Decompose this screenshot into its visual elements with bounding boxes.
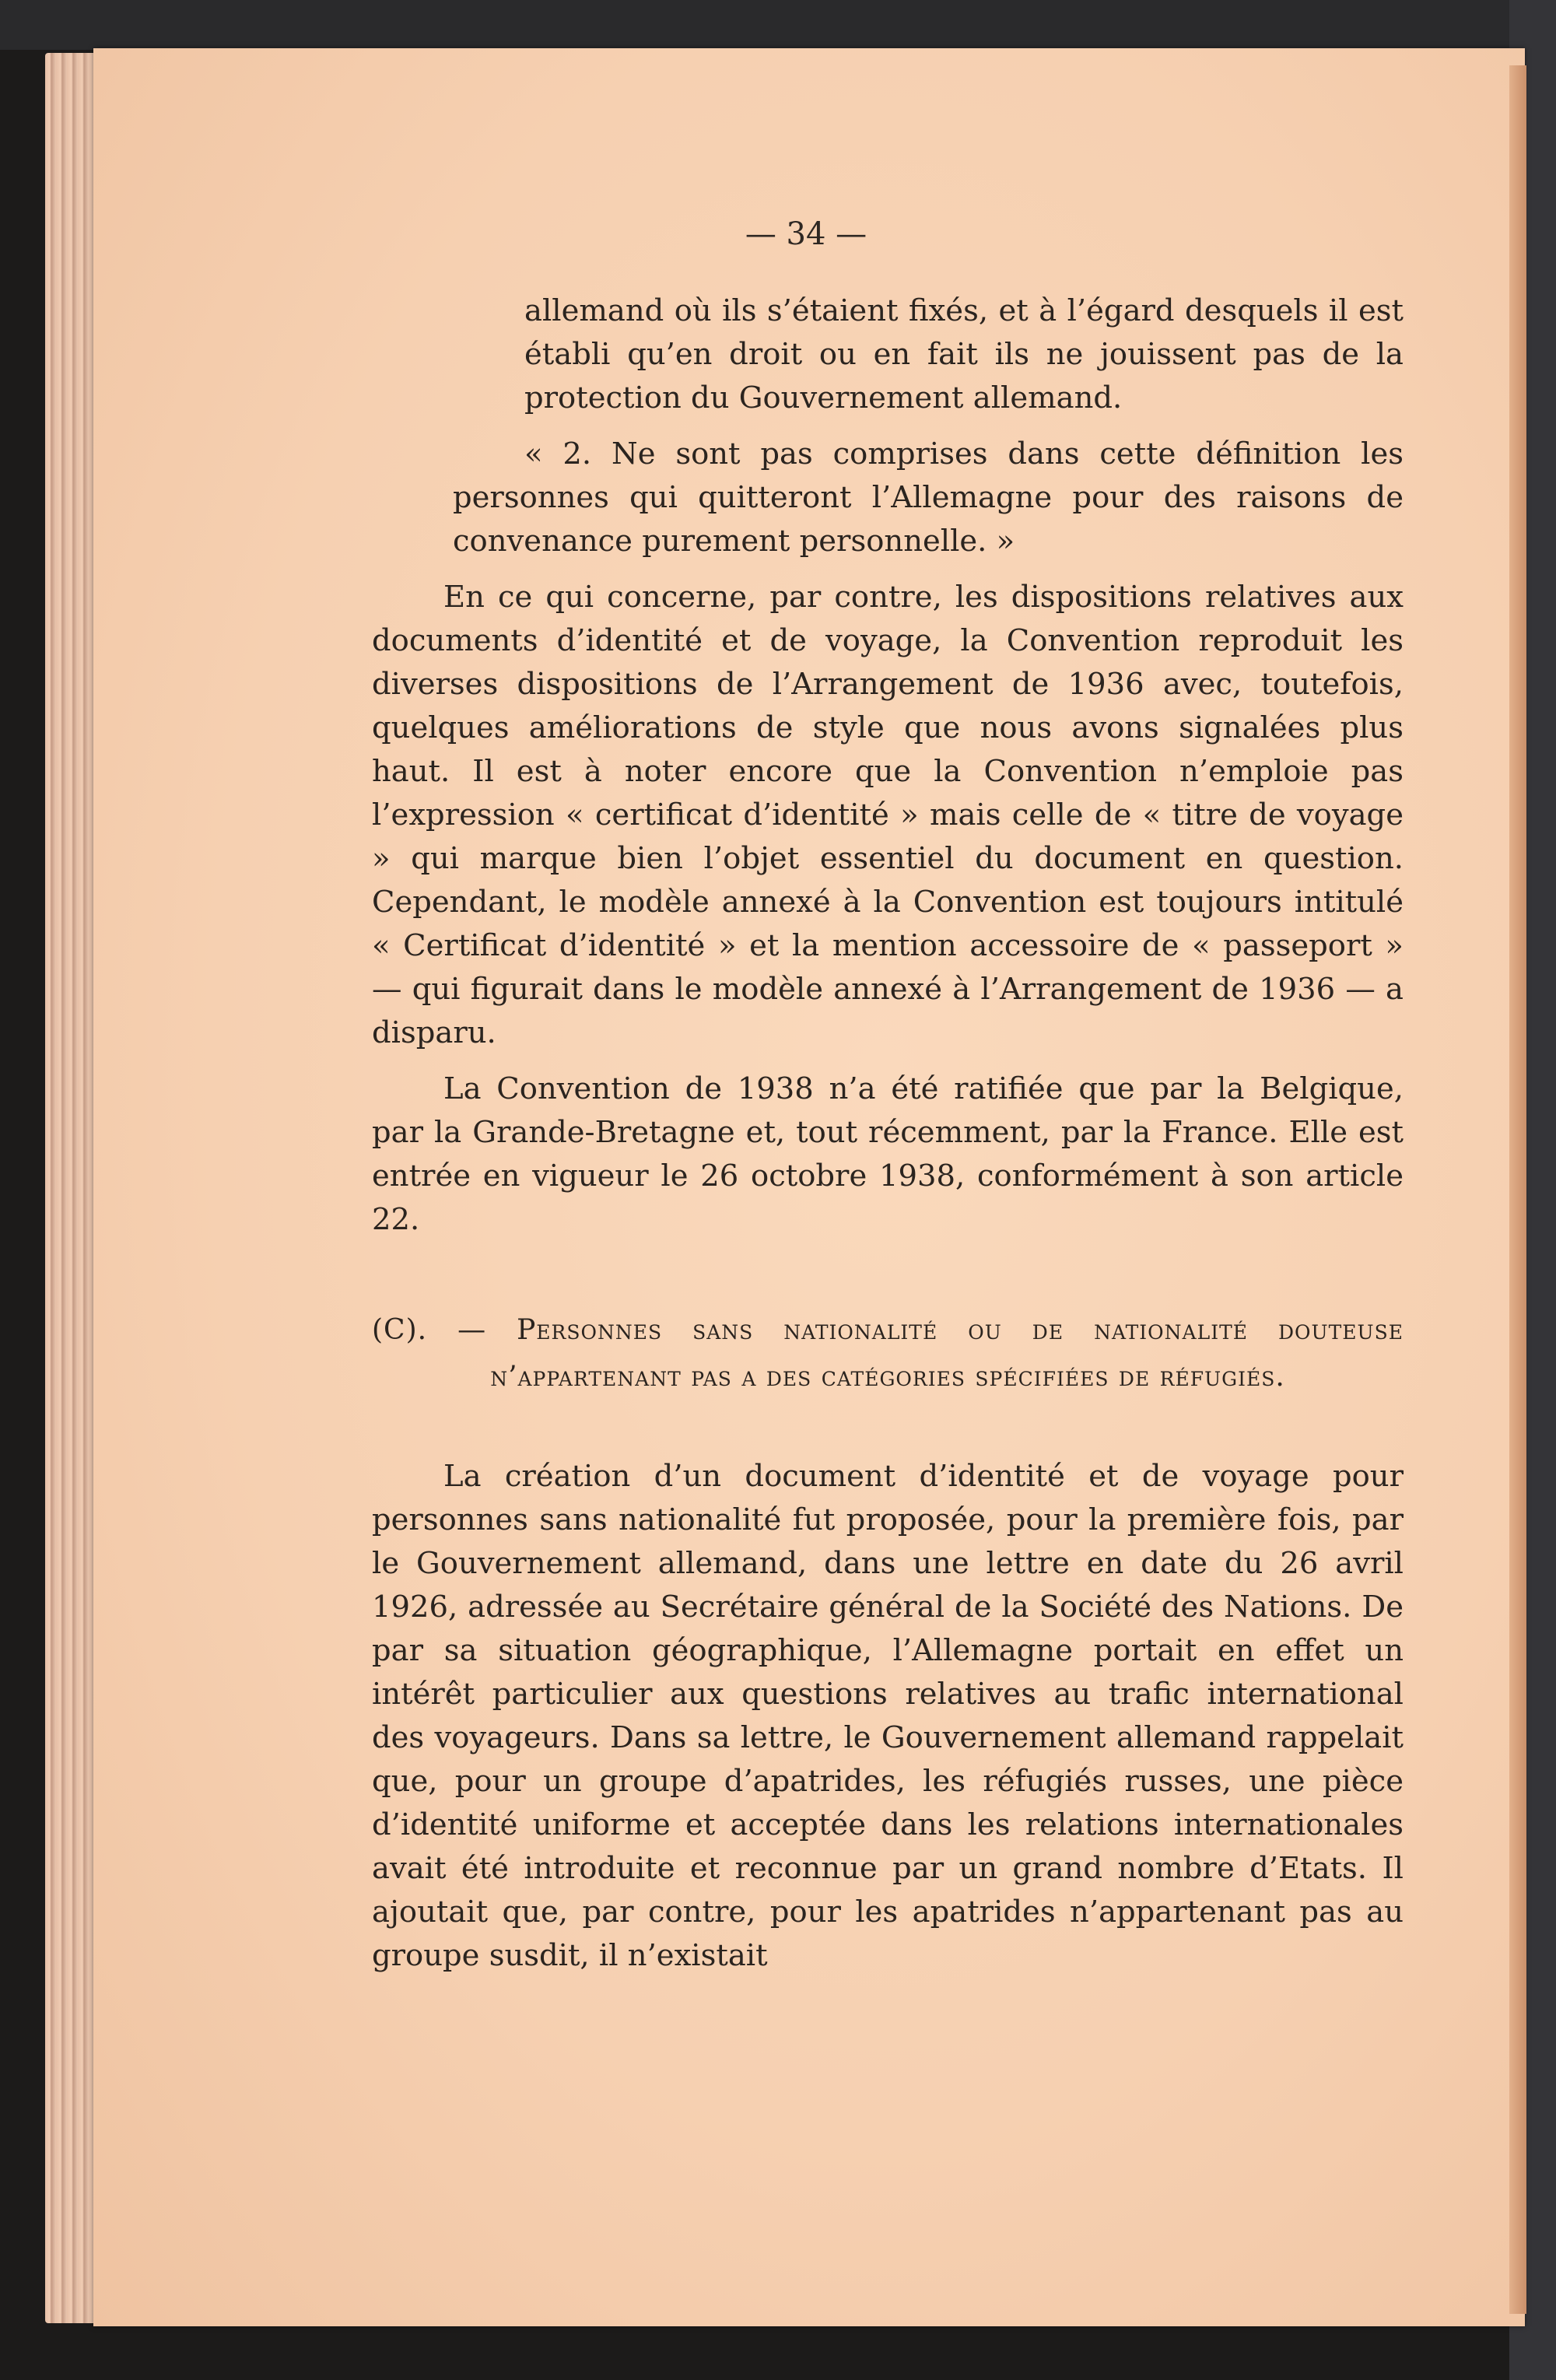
page-gutter-edge [1509,65,1526,2314]
paragraph: La Convention de 1938 n’a été ratifiée que par la Belgique, par la Grande-Bretagne et, tout récemment, par la France. Elle est entrée en vigueur le 26 octobre 1938, conformément à son article 22. [372,1071,1404,1237]
scan-backdrop-top [0,0,1556,50]
section-heading: (C). — Personnes sans nationalité ou de nationalité douteuse n’appartenant pas a des catégories spécifiées de réfugiés. [372,1314,1404,1393]
paragraph: En ce qui concerne, par contre, les dispositions relatives aux documents d’identité et de voyage, la Convention reproduit les diverses dispositions de l’Arrangement de 1936 avec, toutefois, quelques améliorations de style que nous avons signalées plus haut. Il est à noter encore que la Convention n’emploie pas l’expression « certificat d’identité » mais celle de « titre de voyage » qui marque bien l’objet essentiel du document en question. Cependant, le modèle annexé à la Convention est toujours intitulé « Certificat d’identité » et la mention accessoire de « passeport » — qui figurait dans le modèle annexé à l’Arrangement de 1936 — a disparu. [372,580,1404,1050]
paragraph-continued: allemand où ils s’étaient fixés, et à l’égard desquels il est établi qu’en droit ou en fait ils ne jouissent pas de la protection du Gouvernement allemand. [524,293,1404,415]
body-text [372,289,1404,1990]
paragraph: La création d’un document d’identité et de voyage pour personnes sans nationalité fut proposée, pour la première fois, par le Gouvernement allemand, dans une lettre en date du 26 avril 1926, adressée au Secrétaire général de la Société des Nations. De par sa situation géographique, l’Allemagne portait en effet un intérêt particulier aux questions relatives au trafic international des voyageurs. Dans sa lettre, le Gouvernement allemand rappelait que, pour un groupe d’apatrides, les réfugiés russes, une pièce d’identité uniforme et acceptée dans les relations internationales avait été introduite et reconnue par un grand nombre d’Etats. Il ajoutait que, par contre, pour les apatrides n’appartenant pas au groupe susdit, il n’existait [372,1459,1404,1973]
page-number: — 34 — [745,216,867,252]
paragraph-quote: « 2. Ne sont pas comprises dans cette définition les personnes qui quitteront l’Allemagne pour des raisons de convenance purement personnelle. » [453,436,1404,559]
